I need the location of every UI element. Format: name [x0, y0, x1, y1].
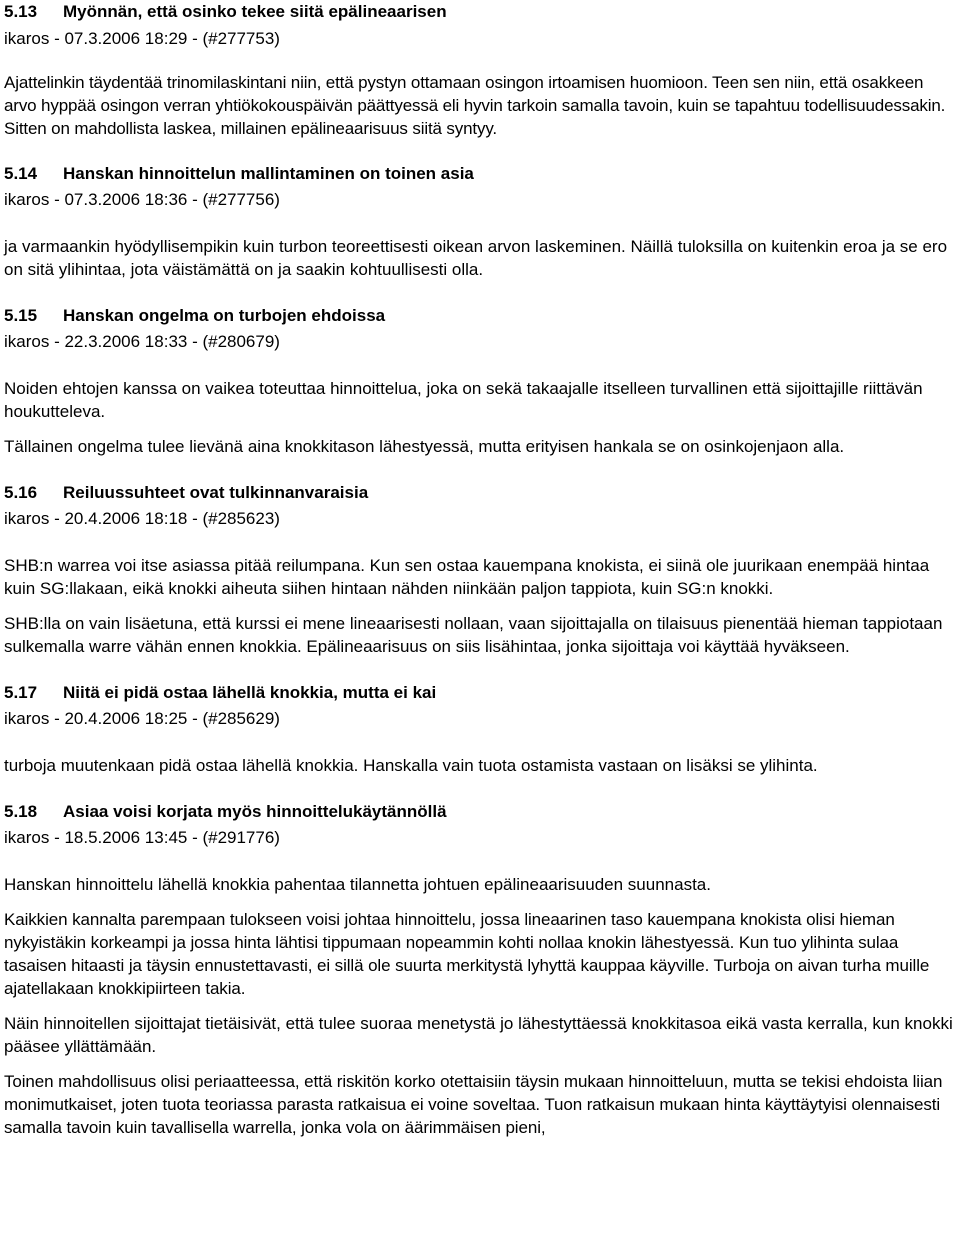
post-meta: ikaros - 07.3.2006 18:29 - (#277753)	[4, 29, 280, 48]
section-heading	[4, 681, 959, 704]
section-5-13	[4, 0, 959, 140]
paragraph: ja varmaankin hyödyllisempikin kuin turbon teoreettisesti oikean arvon laskeminen. Näillä tuloksilla on kuitenkin eroa ja se ero on sitä ylihintaa, jota väistämättä on ja saakin kohtuullisesti olla.	[4, 237, 948, 279]
post-meta: ikaros - 22.3.2006 18:33 - (#280679)	[4, 332, 280, 351]
post-meta: ikaros - 07.3.2006 18:36 - (#277756)	[4, 190, 280, 209]
paragraph: Ajattelinkin täydentää trinomilaskintani niin, että pystyn ottamaan osingon irtoamisen huomioon. Teen sen niin, että osakkeen arvo hyppää osingon verran yhtiökokouspäivän päättyessä eli hyvin tarkoin samalla tavoin, kuin se tapahtuu todellisuudessakin. Sitten on mahdollista laskea, millainen epälineaarisuus siitä syntyy.	[4, 73, 946, 138]
paragraph: Näin hinnoitellen sijoittajat tietäisivät, että tulee suoraa menetystä jo lähestyttäessä knokkitasoa eikä vasta kerralla, kun knokki pääsee yllättämään.	[4, 1014, 953, 1056]
section-heading	[4, 162, 959, 185]
section-5-14	[4, 162, 959, 281]
section-number: 5.15	[4, 306, 38, 325]
paragraph: Toinen mahdollisuus olisi periaatteessa, että riskitön korko otettaisiin täysin mukaan hinnoitteluun, mutta se tekisi ehdoista liian monimutkaiset, joten tuota teoriassa parasta ratkaisua ei voine soveltaa. Tuon ratkaisun mukaan hinta käyttäytyisi olennaisesti samalla tavoin kuin tavallisella warrella, jonka vola on äärimmäisen pieni,	[4, 1072, 943, 1137]
section-5-17	[4, 681, 959, 777]
paragraph: Noiden ehtojen kanssa on vaikea toteuttaa hinnoittelua, joka on sekä takaajalle itselleen turvallinen että sijoittajille riittävän houkutteleva.	[4, 379, 923, 421]
section-title: Hanskan ongelma on turbojen ehdoissa	[63, 306, 386, 325]
section-title: Asiaa voisi korjata myös hinnoittelukäytännöllä	[63, 802, 447, 821]
section-title: Niitä ei pidä ostaa lähellä knokkia, mutta ei kai	[63, 683, 437, 702]
post-meta: ikaros - 20.4.2006 18:25 - (#285629)	[4, 709, 280, 728]
section-title: Reiluussuhteet ovat tulkinnanvaraisia	[63, 483, 369, 502]
section-heading	[4, 481, 959, 504]
paragraph: SHB:n warrea voi itse asiassa pitää reilumpana. Kun sen ostaa kauempana knokista, ei siinä ole juurikaan enempää hintaa kuin SG:llakaan, eikä knokki aiheuta siihen hintaan nähden niinkään paljon tappiota, kuin SG:n knokki.	[4, 556, 930, 598]
paragraph: Tällainen ongelma tulee lievänä aina knokkitason lähestyessä, mutta erityisen hankala se on osinkojenjaon alla.	[4, 437, 845, 456]
section-5-18	[4, 800, 959, 1139]
section-heading	[4, 800, 959, 823]
post-meta: ikaros - 18.5.2006 13:45 - (#291776)	[4, 828, 280, 847]
paragraph: SHB:lla on vain lisäetuna, että kurssi ei mene lineaarisesti nollaan, vaan sijoittajalla on tilaisuus pienentää hieman tappiotaan sulkemalla warre vähän ennen knokkia. Epälineaarisuus on siis lisähintaa, jonka sijoittaja voi käyttää hyväkseen.	[4, 614, 943, 656]
section-5-15	[4, 304, 959, 458]
paragraph: Kaikkien kannalta parempaan tulokseen voisi johtaa hinnoittelu, jossa lineaarinen taso kauempana knokista olisi hieman nykyistäkin korkeampi ja jossa hinta lähtisi tippumaan nopeammin kohti nollaa knokin lähestyessä. Kun tuo ylihinta sulaa tasaisen hitaasti ja täysin ennustettavasti, ei sillä ole suurta merkitystä lyhyttä kauppaa käyville. Turboja on aivan turha muille ajatellakaan knokkipiirteen takia.	[4, 910, 930, 998]
document-page	[4, 0, 959, 1139]
section-title: Hanskan hinnoittelun mallintaminen on toinen asia	[63, 164, 474, 183]
paragraph: turboja muutenkaan pidä ostaa lähellä knokkia. Hanskalla vain tuota ostamista vastaan on lisäksi se ylihinta.	[4, 756, 818, 775]
section-5-16	[4, 481, 959, 658]
section-number: 5.17	[4, 683, 38, 702]
section-heading	[4, 0, 959, 23]
section-number: 5.18	[4, 802, 38, 821]
paragraph: Hanskan hinnoittelu lähellä knokkia pahentaa tilannetta johtuen epälineaarisuuden suunnasta.	[4, 875, 711, 894]
section-title: Myönnän, että osinko tekee siitä epälineaarisen	[63, 2, 447, 21]
section-number: 5.13	[4, 2, 38, 21]
section-number: 5.14	[4, 164, 38, 183]
section-heading	[4, 304, 959, 327]
post-meta: ikaros - 20.4.2006 18:18 - (#285623)	[4, 509, 280, 528]
section-number: 5.16	[4, 483, 38, 502]
